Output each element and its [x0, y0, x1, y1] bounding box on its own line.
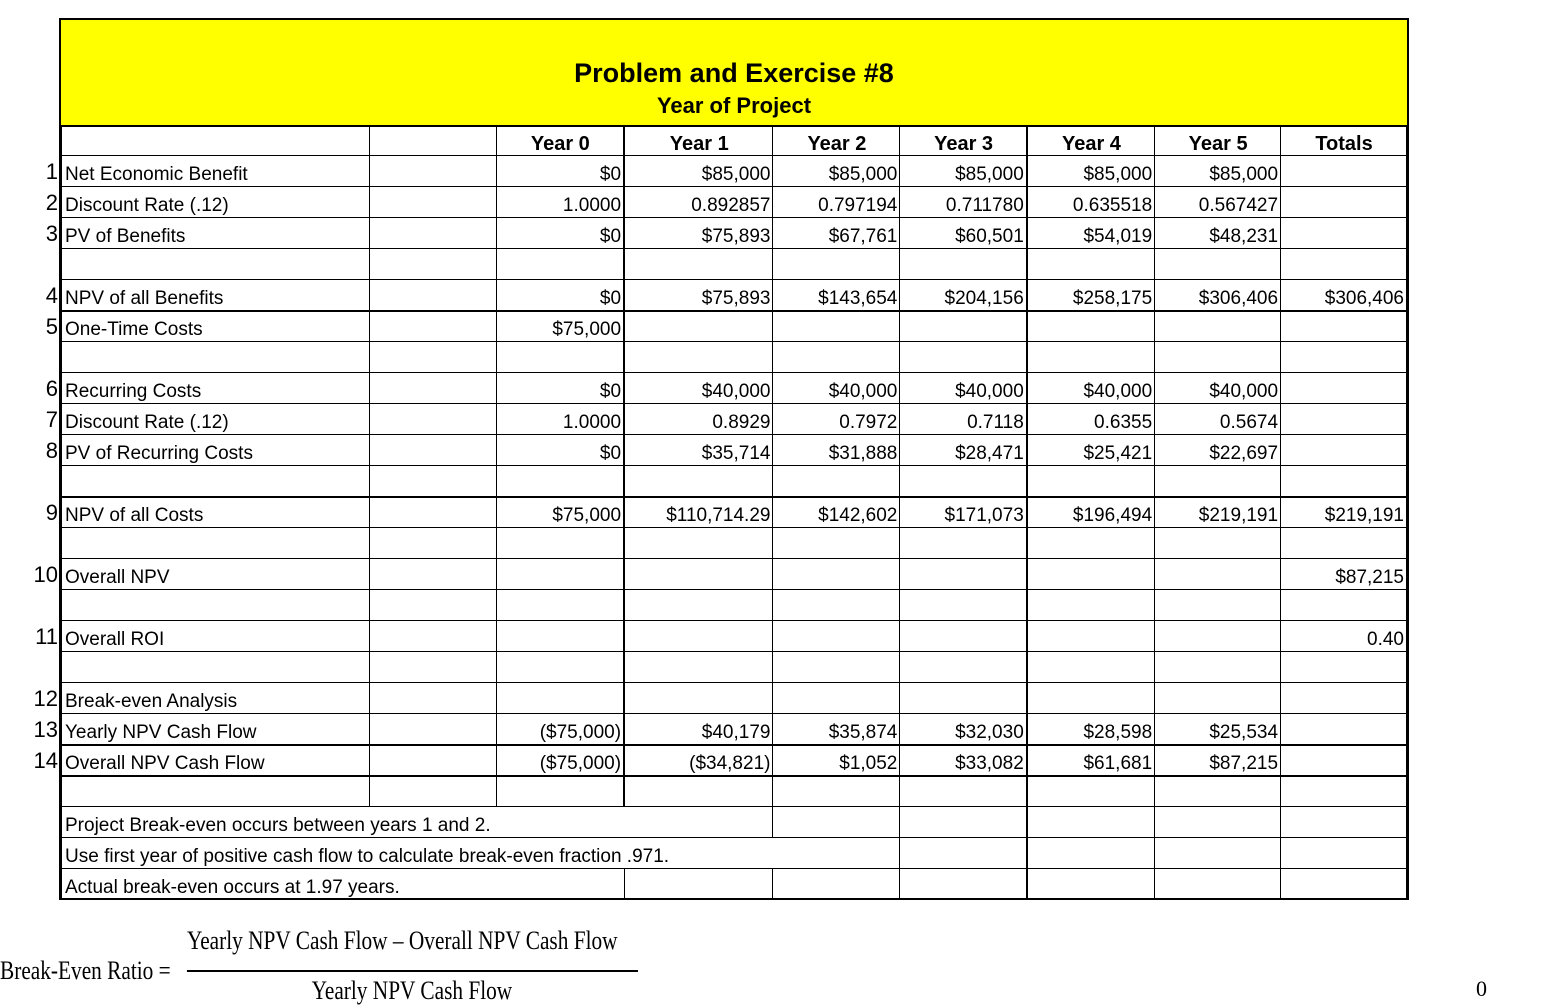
table-cell — [1027, 342, 1155, 373]
row-label — [62, 466, 370, 497]
table-cell — [624, 652, 773, 683]
row-label — [62, 776, 370, 807]
table-cell — [1281, 218, 1407, 249]
formula-numerator: Yearly NPV Cash Flow – Overall NPV Cash Flow — [186, 926, 618, 955]
row-label: Yearly NPV Cash Flow — [62, 714, 370, 745]
table-cell: $40,000 — [773, 373, 900, 404]
table-cell: $85,000 — [900, 156, 1027, 187]
table-row — [62, 404, 1407, 435]
table-cell: ($75,000) — [496, 714, 624, 745]
note-text: Use first year of positive cash flow to calculate break-even fraction .971. — [62, 838, 900, 869]
table-cell — [773, 652, 900, 683]
table-cell: $31,888 — [773, 435, 900, 466]
table-cell: 0.8929 — [624, 404, 773, 435]
row-label: PV of Benefits — [62, 218, 370, 249]
table-cell — [900, 590, 1027, 621]
table-cell — [1281, 156, 1407, 187]
table-cell — [496, 342, 624, 373]
table-cell — [369, 528, 496, 559]
table-cell: ($75,000) — [496, 745, 624, 776]
table-cell — [773, 683, 900, 714]
table-cell — [496, 652, 624, 683]
table-cell: $40,000 — [1155, 373, 1281, 404]
table-cell — [1027, 621, 1155, 652]
table-cell: 0.40 — [1281, 621, 1407, 652]
table-cell — [1281, 404, 1407, 435]
table-cell: $87,215 — [1281, 559, 1407, 590]
table-row — [62, 621, 1407, 652]
table-cell — [624, 559, 773, 590]
row-number: 11 — [35, 624, 58, 649]
table-cell — [1281, 652, 1407, 683]
table-cell — [369, 745, 496, 776]
table-cell — [624, 590, 773, 621]
table-cell: $0 — [496, 373, 624, 404]
row-label: PV of Recurring Costs — [62, 435, 370, 466]
table-cell: $0 — [496, 280, 624, 311]
table-cell — [900, 249, 1027, 280]
row-label: Discount Rate (.12) — [62, 404, 370, 435]
table-cell — [773, 466, 900, 497]
table-cell: $54,019 — [1027, 218, 1155, 249]
row-number: 6 — [45, 376, 58, 401]
table-cell — [900, 342, 1027, 373]
row-label: NPV of all Benefits — [62, 280, 370, 311]
table-cell — [1027, 249, 1155, 280]
table-cell: $0 — [496, 218, 624, 249]
table-cell: $0 — [496, 435, 624, 466]
table-cell — [900, 869, 1027, 900]
row-number: 5 — [45, 314, 58, 339]
table-cell — [1027, 807, 1155, 838]
table-cell — [369, 776, 496, 807]
table-cell: $204,156 — [900, 280, 1027, 311]
table-cell: $110,714.29 — [624, 497, 773, 528]
row-label: Overall ROI — [62, 621, 370, 652]
table-cell — [773, 621, 900, 652]
row-number: 13 — [33, 717, 58, 742]
table-cell — [773, 590, 900, 621]
table-row — [62, 156, 1407, 187]
table-cell: $87,215 — [1155, 745, 1281, 776]
fraction-bar — [187, 970, 638, 972]
table-row — [62, 342, 1407, 373]
table-cell: ($34,821) — [624, 745, 773, 776]
row-number: 4 — [45, 283, 58, 308]
table-cell — [1281, 776, 1407, 807]
row-label — [62, 590, 370, 621]
table-cell: $306,406 — [1155, 280, 1281, 311]
column-header: Year 0 — [496, 126, 624, 156]
column-header: Year 1 — [624, 126, 773, 156]
table-cell — [773, 807, 900, 838]
table-cell — [1155, 683, 1281, 714]
table-cell — [1281, 745, 1407, 776]
table-cell — [369, 373, 496, 404]
title-banner — [61, 20, 1407, 127]
table-cell: 0.892857 — [624, 187, 773, 218]
table-cell — [1281, 838, 1407, 869]
table-row — [62, 559, 1407, 590]
row-label — [62, 342, 370, 373]
table-cell — [773, 249, 900, 280]
table-cell — [1155, 466, 1281, 497]
table-cell: $40,000 — [1027, 373, 1155, 404]
table-cell: $219,191 — [1155, 497, 1281, 528]
table-cell: $61,681 — [1027, 745, 1155, 776]
table-cell: $196,494 — [1027, 497, 1155, 528]
row-label: Recurring Costs — [62, 373, 370, 404]
table-cell — [369, 404, 496, 435]
table-cell — [496, 466, 624, 497]
table-cell — [773, 869, 900, 900]
table-cell — [773, 342, 900, 373]
table-cell — [1027, 838, 1155, 869]
row-label: One-Time Costs — [62, 311, 370, 342]
spreadsheet — [59, 18, 1409, 900]
note-row — [62, 838, 1407, 869]
column-header: Year 4 — [1027, 126, 1155, 156]
table-cell: 0.711780 — [900, 187, 1027, 218]
row-label: Net Economic Benefit — [62, 156, 370, 187]
page-title: Problem and Exercise #8 — [574, 58, 894, 88]
break-even-formula — [0, 922, 618, 1008]
table-cell — [900, 776, 1027, 807]
table-row — [62, 652, 1407, 683]
page-number: 0 — [1476, 976, 1487, 1001]
table-cell: $32,030 — [900, 714, 1027, 745]
table-cell — [900, 621, 1027, 652]
row-number: 9 — [45, 500, 58, 525]
table-cell — [369, 156, 496, 187]
table-cell — [624, 311, 773, 342]
row-number-column — [0, 0, 58, 1008]
table-cell — [624, 683, 773, 714]
note-text: Project Break-even occurs between years 1 and 2. — [62, 807, 773, 838]
table-cell — [1155, 869, 1281, 900]
row-number: 1 — [45, 159, 58, 184]
table-cell: 0.635518 — [1027, 187, 1155, 218]
table-cell — [1155, 528, 1281, 559]
table-cell — [369, 714, 496, 745]
row-label: Break-even Analysis — [62, 683, 370, 714]
table-cell — [1027, 590, 1155, 621]
table-cell — [1027, 869, 1155, 900]
row-number: 3 — [45, 221, 58, 246]
table-cell — [900, 528, 1027, 559]
table-cell — [1155, 342, 1281, 373]
table-cell: $0 — [496, 156, 624, 187]
table-cell — [1155, 776, 1281, 807]
table-cell: $1,052 — [773, 745, 900, 776]
table-cell — [624, 776, 773, 807]
header-blank-cell — [62, 126, 370, 156]
table-cell — [624, 621, 773, 652]
table-cell: $35,874 — [773, 714, 900, 745]
table-cell: 1.0000 — [496, 404, 624, 435]
table-cell: $33,082 — [900, 745, 1027, 776]
table-cell: $85,000 — [1155, 156, 1281, 187]
table-cell — [496, 559, 624, 590]
table-cell: $85,000 — [624, 156, 773, 187]
table-row — [62, 373, 1407, 404]
table-row — [62, 218, 1407, 249]
column-header: Year 3 — [900, 126, 1027, 156]
table-cell — [1027, 559, 1155, 590]
table-cell — [1281, 714, 1407, 745]
table-cell — [1281, 807, 1407, 838]
table-cell — [773, 528, 900, 559]
row-label: NPV of all Costs — [62, 497, 370, 528]
table-row — [62, 280, 1407, 311]
table-cell — [369, 497, 496, 528]
table-cell — [1281, 528, 1407, 559]
table-cell: $85,000 — [1027, 156, 1155, 187]
row-number: 7 — [45, 407, 58, 432]
table-cell — [900, 838, 1027, 869]
table-cell — [1155, 559, 1281, 590]
table-cell: $25,534 — [1155, 714, 1281, 745]
table-cell — [1027, 466, 1155, 497]
formula-label: Break-Even Ratio = — [0, 956, 171, 985]
row-label — [62, 652, 370, 683]
table-row — [62, 497, 1407, 528]
table-cell — [1281, 683, 1407, 714]
header-blank-cell — [369, 126, 496, 156]
table-cell: $48,231 — [1155, 218, 1281, 249]
table-cell: $40,000 — [900, 373, 1027, 404]
table-cell — [1281, 342, 1407, 373]
table-cell: $219,191 — [1281, 497, 1407, 528]
table-cell: $85,000 — [773, 156, 900, 187]
row-label — [62, 249, 370, 280]
note-text: Actual break-even occurs at 1.97 years. — [62, 869, 625, 900]
table-cell — [369, 218, 496, 249]
row-label: Discount Rate (.12) — [62, 187, 370, 218]
table-cell — [369, 466, 496, 497]
table-cell — [900, 807, 1027, 838]
table-cell: 0.797194 — [773, 187, 900, 218]
table-cell: $75,000 — [496, 311, 624, 342]
table-cell: $25,421 — [1027, 435, 1155, 466]
header-row — [62, 126, 1407, 156]
table-cell: $171,073 — [900, 497, 1027, 528]
table-cell — [369, 280, 496, 311]
table-cell — [369, 559, 496, 590]
table-cell: $75,893 — [624, 280, 773, 311]
data-table — [61, 125, 1407, 900]
table-cell: 1.0000 — [496, 187, 624, 218]
row-number: 14 — [33, 748, 58, 773]
table-cell: $40,000 — [624, 373, 773, 404]
table-cell — [496, 776, 624, 807]
table-cell — [1281, 311, 1407, 342]
table-cell: $306,406 — [1281, 280, 1407, 311]
table-cell — [773, 776, 900, 807]
table-cell — [900, 683, 1027, 714]
table-row — [62, 776, 1407, 807]
table-cell — [369, 187, 496, 218]
table-cell — [624, 249, 773, 280]
column-header: Year 5 — [1155, 126, 1281, 156]
table-cell — [900, 559, 1027, 590]
table-cell: $35,714 — [624, 435, 773, 466]
table-cell: $142,602 — [773, 497, 900, 528]
table-cell: $22,697 — [1155, 435, 1281, 466]
table-cell — [369, 435, 496, 466]
table-cell — [1027, 776, 1155, 807]
table-row — [62, 249, 1407, 280]
table-row — [62, 466, 1407, 497]
row-number: 8 — [45, 438, 58, 463]
table-row — [62, 311, 1407, 342]
table-cell — [496, 528, 624, 559]
table-cell — [773, 559, 900, 590]
table-cell — [624, 342, 773, 373]
table-cell: 0.5674 — [1155, 404, 1281, 435]
table-cell: $67,761 — [773, 218, 900, 249]
table-cell: 0.7118 — [900, 404, 1027, 435]
table-cell — [1027, 683, 1155, 714]
table-cell — [900, 466, 1027, 497]
table-cell: $28,471 — [900, 435, 1027, 466]
table-cell — [1281, 373, 1407, 404]
table-cell — [624, 528, 773, 559]
table-cell: 0.7972 — [773, 404, 900, 435]
table-cell — [369, 311, 496, 342]
table-row — [62, 187, 1407, 218]
table-cell — [1155, 311, 1281, 342]
table-cell: $258,175 — [1027, 280, 1155, 311]
table-row — [62, 714, 1407, 745]
table-row — [62, 590, 1407, 621]
table-cell — [496, 621, 624, 652]
table-cell — [1155, 807, 1281, 838]
table-cell — [1155, 590, 1281, 621]
table-cell — [624, 869, 773, 900]
table-cell — [1281, 869, 1407, 900]
table-cell — [369, 590, 496, 621]
table-row — [62, 745, 1407, 776]
table-cell — [369, 342, 496, 373]
table-cell — [1027, 311, 1155, 342]
table-cell — [1155, 249, 1281, 280]
table-cell — [1155, 838, 1281, 869]
row-number: 10 — [33, 562, 58, 587]
table-cell: $28,598 — [1027, 714, 1155, 745]
table-cell — [1027, 652, 1155, 683]
table-cell: 0.6355 — [1027, 404, 1155, 435]
table-cell — [369, 683, 496, 714]
row-label: Overall NPV — [62, 559, 370, 590]
table-cell — [496, 590, 624, 621]
table-cell — [1281, 590, 1407, 621]
row-number: 2 — [45, 190, 58, 215]
row-label: Overall NPV Cash Flow — [62, 745, 370, 776]
table-cell — [900, 311, 1027, 342]
table-row — [62, 528, 1407, 559]
table-cell: $75,893 — [624, 218, 773, 249]
formula-denominator: Yearly NPV Cash Flow — [311, 976, 513, 1005]
column-header: Totals — [1281, 126, 1407, 156]
row-label — [62, 528, 370, 559]
table-cell — [1155, 621, 1281, 652]
table-cell — [1281, 187, 1407, 218]
note-row — [62, 807, 1407, 838]
table-row — [62, 683, 1407, 714]
table-cell: 0.567427 — [1155, 187, 1281, 218]
table-cell — [496, 683, 624, 714]
page-subtitle: Year of Project — [656, 93, 812, 118]
table-cell — [1155, 652, 1281, 683]
table-row — [62, 435, 1407, 466]
table-cell — [369, 621, 496, 652]
row-number: 12 — [33, 686, 58, 711]
table-cell: $75,000 — [496, 497, 624, 528]
table-cell — [369, 249, 496, 280]
table-cell — [1027, 528, 1155, 559]
table-cell — [900, 652, 1027, 683]
note-row — [62, 869, 1407, 900]
table-cell — [773, 311, 900, 342]
table-cell — [1281, 435, 1407, 466]
table-cell: $60,501 — [900, 218, 1027, 249]
table-cell — [1281, 249, 1407, 280]
column-header: Year 2 — [773, 126, 900, 156]
table-cell — [624, 466, 773, 497]
table-cell — [1281, 466, 1407, 497]
table-cell: $143,654 — [773, 280, 900, 311]
table-cell — [369, 652, 496, 683]
table-cell — [496, 249, 624, 280]
table-cell: $40,179 — [624, 714, 773, 745]
